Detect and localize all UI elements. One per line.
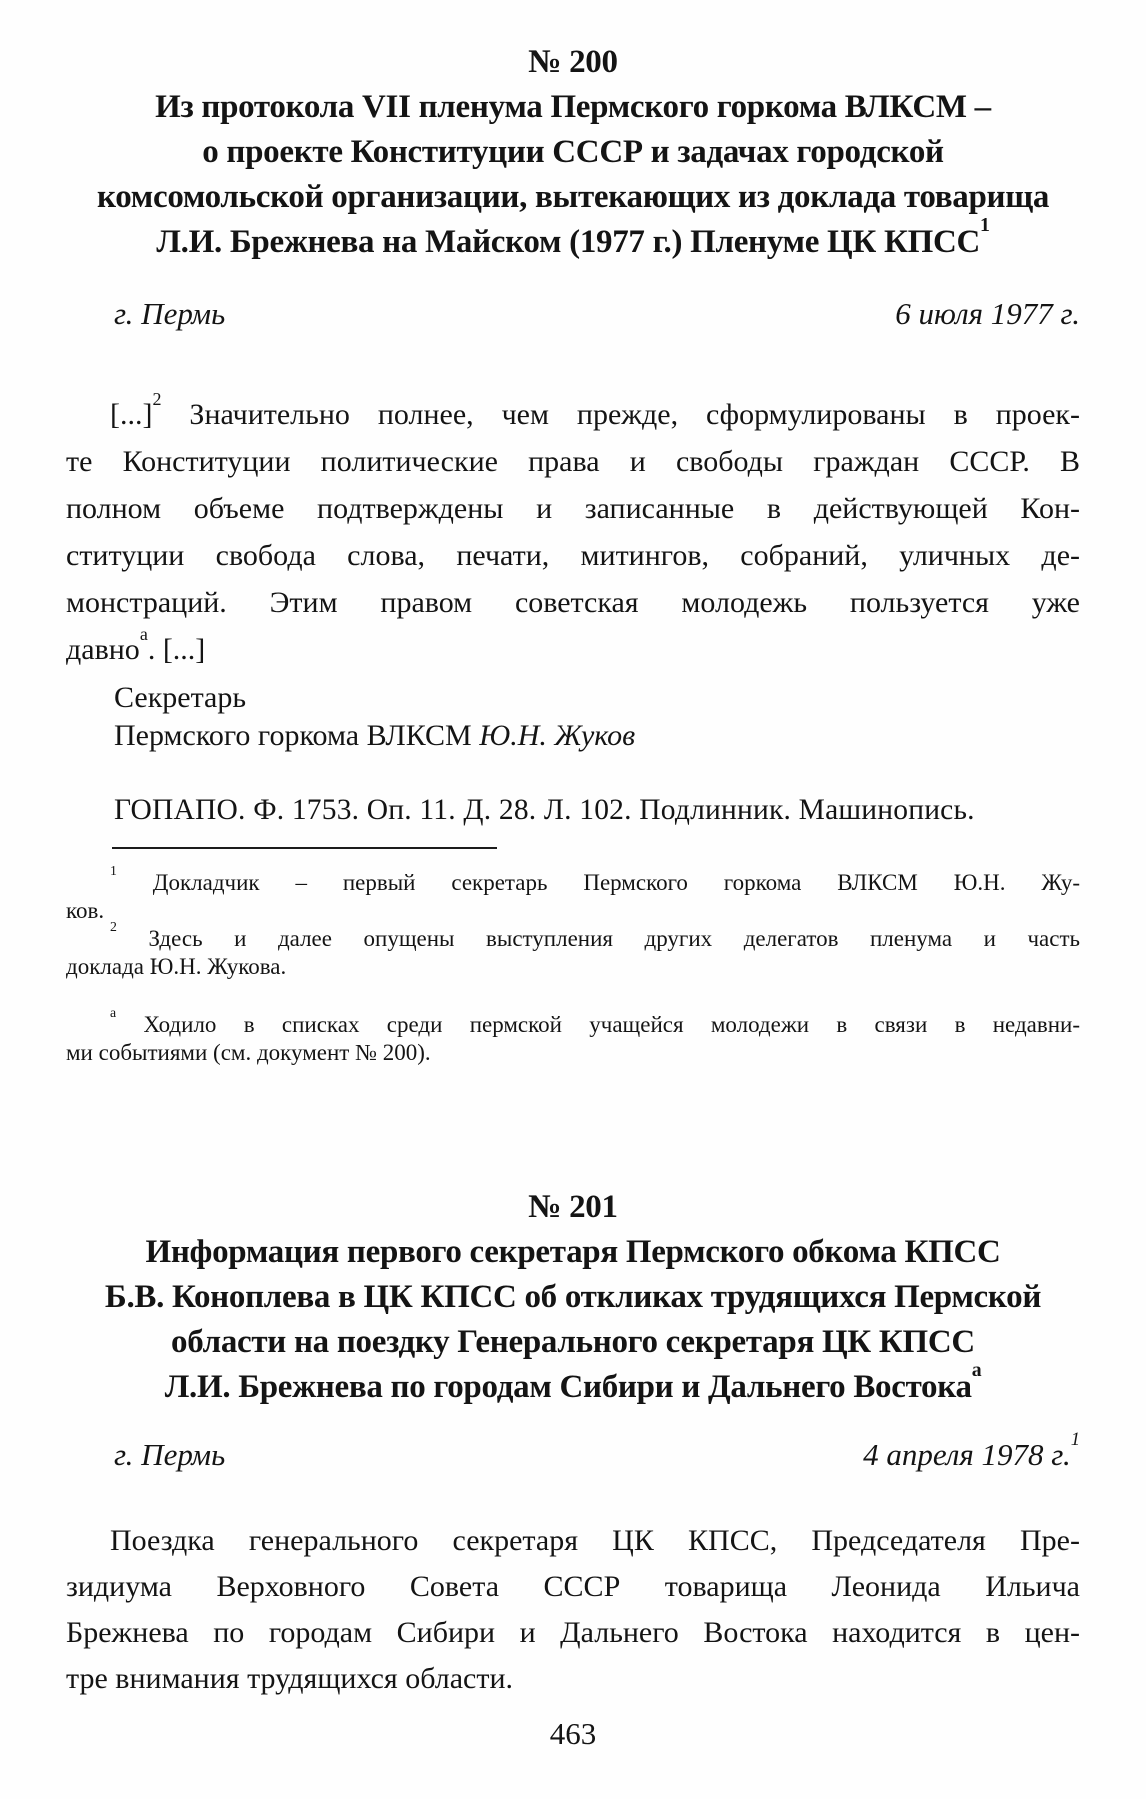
doc-number: № 201 <box>528 1189 618 1225</box>
paragraph-line: [...]$^2$ Значительно полнее, чем прежде, сформулированы в проек- <box>110 388 1080 431</box>
title-line: о проекте Конституции СССР и задачах городской <box>202 134 944 170</box>
title-line: комсомольской организации, вытекающих из доклада товарища <box>96 179 1050 215</box>
paragraph-line: тре внимания трудящихся области. <box>66 1662 514 1695</box>
paragraph-line: зидиума Верховного Совета СССР товарища Леонида Ильича <box>66 1570 1080 1603</box>
dateline-place: г. Пермь <box>114 296 226 331</box>
title-line: Из протокола VII пленума Пермского горкома ВЛКСМ – <box>155 89 991 125</box>
title-line: Б.В. Коноплева в ЦК КПСС об откликах трудящихся Пермской <box>104 1279 1042 1315</box>
paragraph-line: давно$^а$. [...] <box>66 623 206 666</box>
paragraph-line: монстраций. Этим правом советская молодежь пользуется уже <box>66 586 1080 619</box>
footnote-line: ми событиями (см. документ № 200). <box>66 1040 431 1065</box>
dateline <box>114 1429 1080 1474</box>
dateline <box>114 295 1080 333</box>
footnote-ref: 1 <box>1070 1429 1080 1451</box>
footnote-ref: 2 <box>152 388 162 409</box>
footnote-marker: а <box>110 1005 117 1021</box>
footnote-line: $^2$ Здесь и далее опущены выступления других делегатов пленума и часть <box>110 919 1081 951</box>
doc-number: № 200 <box>528 44 618 80</box>
title-line: Л.И. Брежнева по городам Сибири и Дальнего Востока$^а$ <box>164 1359 982 1405</box>
paragraph <box>66 388 1080 673</box>
document-200 <box>66 40 1080 1067</box>
paragraph <box>66 1518 1080 1702</box>
paragraph-line: полном объеме подтверждены и записанные в действующей Кон- <box>66 492 1080 525</box>
signature-name: Ю.Н. Жуков <box>479 719 636 752</box>
signature-role: Секретарь <box>114 681 247 714</box>
footnote-divider <box>112 847 497 849</box>
paragraph-line: те Конституции политические права и свободы граждан СССР. В <box>66 445 1080 478</box>
paragraph-line: Брежнева по городам Сибири и Дальнего Востока находится в цен- <box>66 1616 1080 1649</box>
title-line: Информация первого секретаря Пермского обкома КПСС <box>145 1234 1001 1270</box>
page-number: 463 <box>549 1716 597 1751</box>
signature-line: Пермского горкома ВЛКСМ Ю.Н. Жуков <box>114 719 636 752</box>
doc-title <box>66 1230 1080 1410</box>
footnote-marker: 2 <box>110 919 117 935</box>
footnote-marker: 1 <box>110 863 117 879</box>
paragraph-line: Поездка генерального секретаря ЦК КПСС, Председателя Пре- <box>110 1524 1080 1557</box>
footnote-ref: а <box>139 623 148 644</box>
footnote-ref: 1 <box>980 214 990 237</box>
doc-title <box>66 85 1080 265</box>
dateline-place: г. Пермь <box>114 1437 226 1472</box>
document-201 <box>66 1185 1080 1702</box>
footnote-ref: а <box>971 1359 982 1382</box>
footnote-line: доклада Ю.Н. Жукова. <box>66 954 287 979</box>
footnote-line: $^1$ Докладчик – первый секретарь Пермского горкома ВЛКСМ Ю.Н. Жу- <box>110 863 1080 895</box>
footnotes <box>66 863 1081 1067</box>
dateline-date: 6 июля 1977 г. <box>895 296 1080 331</box>
signature-block <box>114 679 1080 755</box>
title-line: области на поездку Генерального секретаря ЦК КПСС <box>171 1324 975 1360</box>
paragraph-line: ституции свобода слова, печати, митингов, собраний, уличных де- <box>66 539 1080 572</box>
archive-reference: ГОПАПО. Ф. 1753. Оп. 11. Д. 28. Л. 102. Подлинник. Машинопись. <box>114 794 975 826</box>
footnote-line: ков. <box>66 898 105 923</box>
title-line: Л.И. Брежнева на Майском (1977 г.) Пленуме ЦК КПСС$^1$ <box>156 214 990 260</box>
dateline-date: 4 апреля 1978 г.$^1$ <box>863 1429 1080 1472</box>
footnote-line: $^а$ Ходило в списках среди пермской учащейся молодежи в связи в недавни- <box>110 1005 1080 1037</box>
